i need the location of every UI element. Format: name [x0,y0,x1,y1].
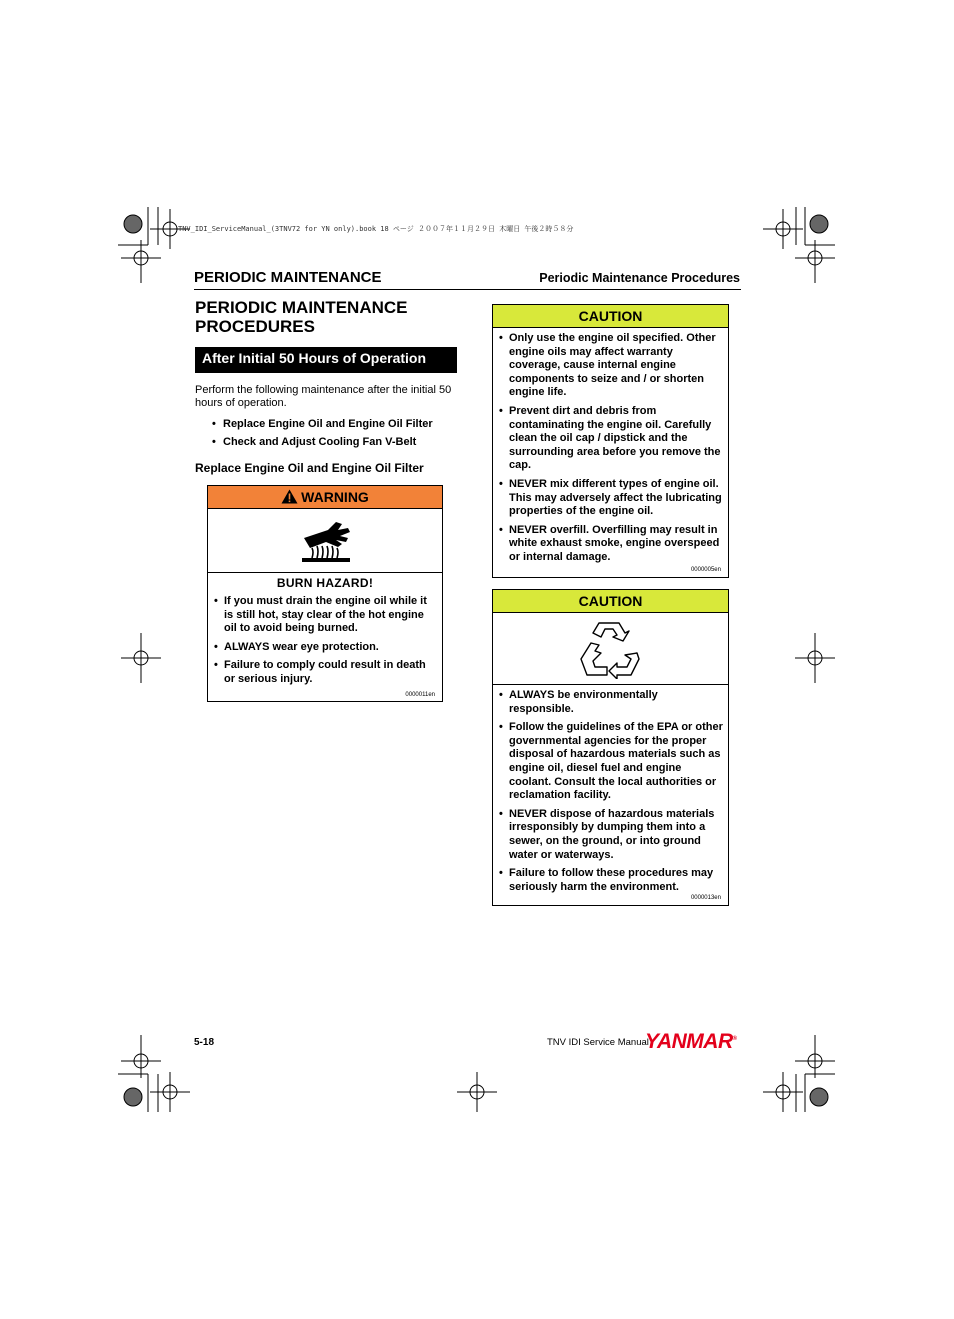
list-item: • If you must drain the engine oil while it is still hot, stay clear of the hot engine oil to avoid being burned. [208,595,436,636]
header-divider [194,289,741,290]
warning-title-bar: WARNING [208,486,442,509]
caution-list [493,689,728,894]
reference-code: 0000005en [690,567,721,573]
caution-title-bar: CAUTION [493,305,728,328]
recycle-pictogram [493,613,728,685]
list-item: • NEVER mix different types of engine oil. This may adversely affect the lubricating properties of the engine oil. [493,478,723,519]
page-title: PERIODIC MAINTENANCE PROCEDURES [195,298,408,336]
intro-text: Perform the following maintenance after the initial 50 hours of operation. [195,384,452,409]
warning-box [207,485,443,702]
list-item: • Check and Adjust Cooling Fan V-Belt [212,436,417,448]
reference-code: 0000011en [405,692,435,698]
print-header: TNV_IDI_ServiceManual_(3TNV72 for YN only).book 18 ページ ２００７年１１月２９日 木曜日 午後２時５８分 [178,225,574,233]
caution-list [493,332,728,565]
warning-triangle-icon [281,489,298,504]
list-item: • Prevent dirt and debris from contaminating the engine oil. Carefully clean the oil cap / dipstick and the surrounding area before you remove the cap. [493,405,723,473]
page-number: 5-18 [194,1037,215,1048]
list-item: • Only use the engine oil specified. Other engine oils may affect warranty coverage, cause internal engine components to seize and / or shorten engine life. [493,332,723,400]
section-title: After Initial 50 Hours of Operation [195,347,457,373]
caution-box-oil [492,304,729,578]
recycle-icon [579,619,643,679]
list-item: • ALWAYS be environmentally responsible. [493,689,723,716]
list-item: • Failure to comply could result in death or serious injury. [208,659,436,686]
list-item: • Failure to follow these procedures may seriously harm the environment. [493,867,723,894]
caution-title-bar: CAUTION [493,590,728,613]
list-item: • NEVER overfill. Overfilling may result in white exhaust smoke, engine overspeed or internal damage. [493,524,723,565]
list-item: • Replace Engine Oil and Engine Oil Filter [212,418,433,430]
list-item: • ALWAYS wear eye protection. [208,641,436,655]
subheading: Replace Engine Oil and Engine Oil Filter [195,461,424,475]
yanmar-logo: YANMAR® [645,1030,737,1053]
manual-title: TNV IDI Service Manual [547,1037,649,1048]
maintenance-list [212,418,433,454]
list-item: • NEVER dispose of hazardous materials irresponsibly by dumping them into a sewer, on the ground, or into ground water or waterways. [493,808,723,862]
reference-code: 0000013en [690,895,721,901]
warning-list [208,595,442,687]
section-header: Periodic Maintenance Procedures [539,271,740,285]
caution-box-environment [492,589,729,906]
burn-hazard-icon [298,518,354,564]
chapter-header: PERIODIC MAINTENANCE [194,269,382,286]
hazard-label: BURN HAZARD! [276,576,374,590]
list-item: • Follow the guidelines of the EPA or other governmental agencies for the proper disposal of hazardous materials such as engine oil, diesel fuel and engine coolant. Consult the local authorities or reclamation facility. [493,721,723,803]
burn-hazard-pictogram [208,509,442,573]
